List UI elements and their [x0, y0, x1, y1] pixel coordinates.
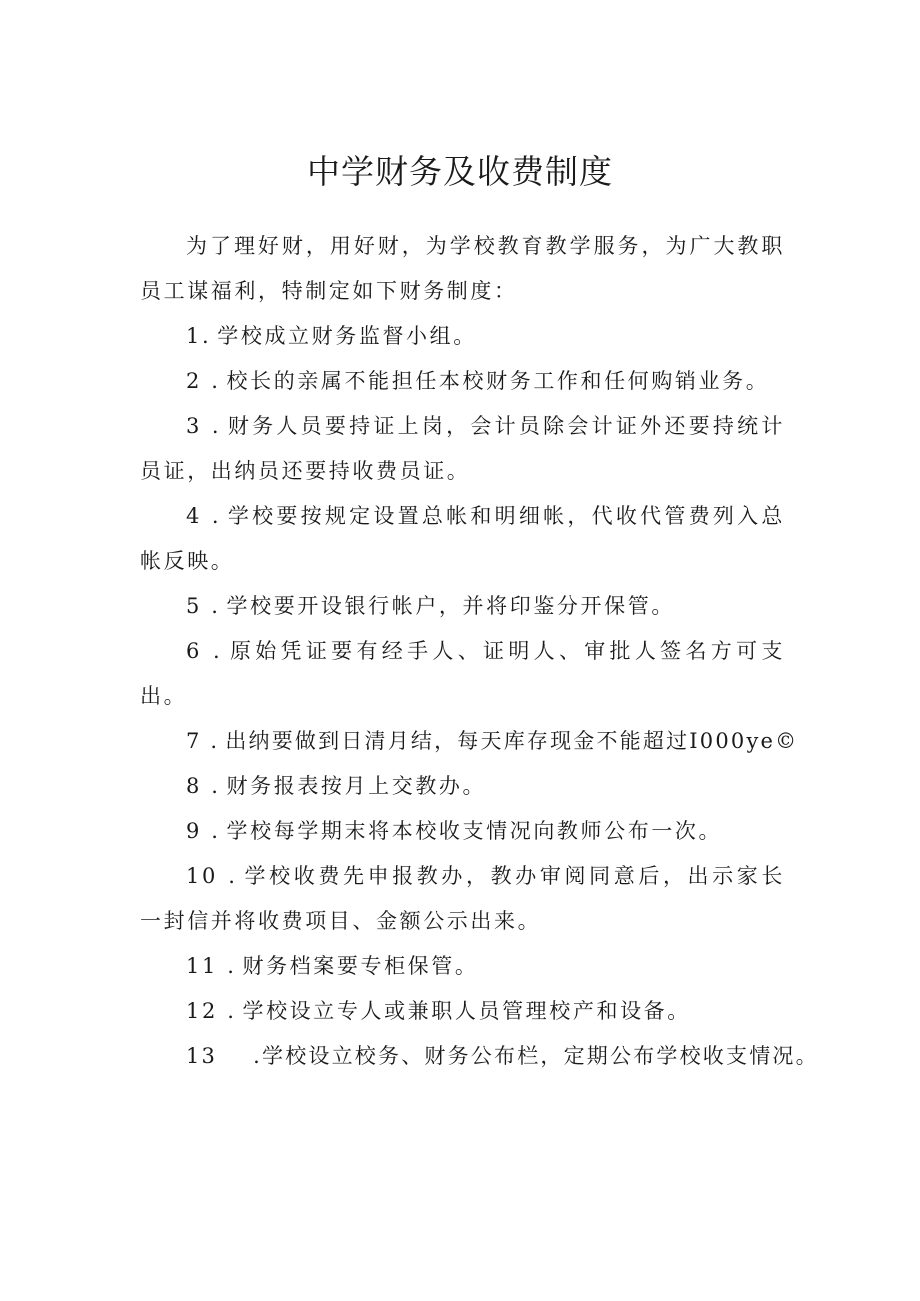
list-item: [140, 404, 785, 494]
list-item: [140, 494, 785, 584]
item-number: 3 .: [186, 414, 222, 438]
item-text: 校长的亲属不能担任本校财务工作和任何购销业务。: [226, 369, 770, 393]
item-number: 7 .: [186, 729, 220, 753]
document-body: [140, 224, 819, 1079]
document-title: 中学财务及收费制度: [307, 152, 613, 191]
list-item: [140, 719, 799, 764]
list-item: [140, 359, 785, 404]
list-item: [140, 944, 785, 989]
list-item: [140, 629, 785, 719]
item-number: 6 .: [186, 639, 223, 663]
item-text: 学校要按规定设置总帐和明细帐，代收代管费列入总帐反映。: [140, 504, 785, 573]
item-number: 13: [186, 1044, 218, 1068]
list-item: [140, 1034, 819, 1079]
item-number: 4 .: [186, 504, 222, 528]
item-text: 财务档案要专柜保管。: [242, 954, 479, 978]
item-number: 12 .: [186, 999, 237, 1023]
item-text: 原始凭证要有经手人、证明人、审批人签名方可支出。: [140, 639, 786, 708]
list-item: [140, 854, 785, 944]
item-number: 10 .: [186, 864, 238, 888]
item-number: 9 .: [186, 819, 221, 843]
item-text: 财务人员要持证上岗，会计员除会计证外还要持统计员证，出纳员还要持收费员证。: [140, 414, 785, 483]
intro-paragraph: 为了理好财，用好财，为学校教育教学服务，为广大教职员工谋福利，特制定如下财务制度：: [140, 234, 785, 303]
item-number: 2 .: [186, 369, 221, 393]
list-item: [140, 764, 785, 809]
item-number: 5 .: [186, 594, 221, 618]
item-text: .学校设立校务、财务公布栏，定期公布学校收支情况。: [253, 1044, 819, 1068]
item-number: 1.: [186, 324, 212, 348]
item-text: 学校成立财务监督小组。: [217, 324, 477, 348]
list-item: [140, 989, 785, 1034]
item-text: 学校每学期末将本校收支情况向教师公布一次。: [226, 819, 723, 843]
item-number: 8 .: [186, 774, 221, 798]
list-item: [140, 809, 785, 854]
item-text: 学校设立专人或兼职人员管理校产和设备。: [242, 999, 691, 1023]
item-text: 学校收费先申报教办，教办审阅同意后，出示家长一封信并将收费项目、金额公示出来。: [140, 864, 785, 933]
list-item: [140, 314, 785, 359]
item-text: 学校要开设银行帐户，并将印鉴分开保管。: [226, 594, 675, 618]
item-text: 财务报表按月上交教办。: [226, 774, 487, 798]
list-item: [140, 584, 785, 629]
item-text: 出纳要做到日清月结，每天库存现金不能超过I000ye©: [225, 729, 799, 753]
item-number: 11 .: [186, 954, 237, 978]
